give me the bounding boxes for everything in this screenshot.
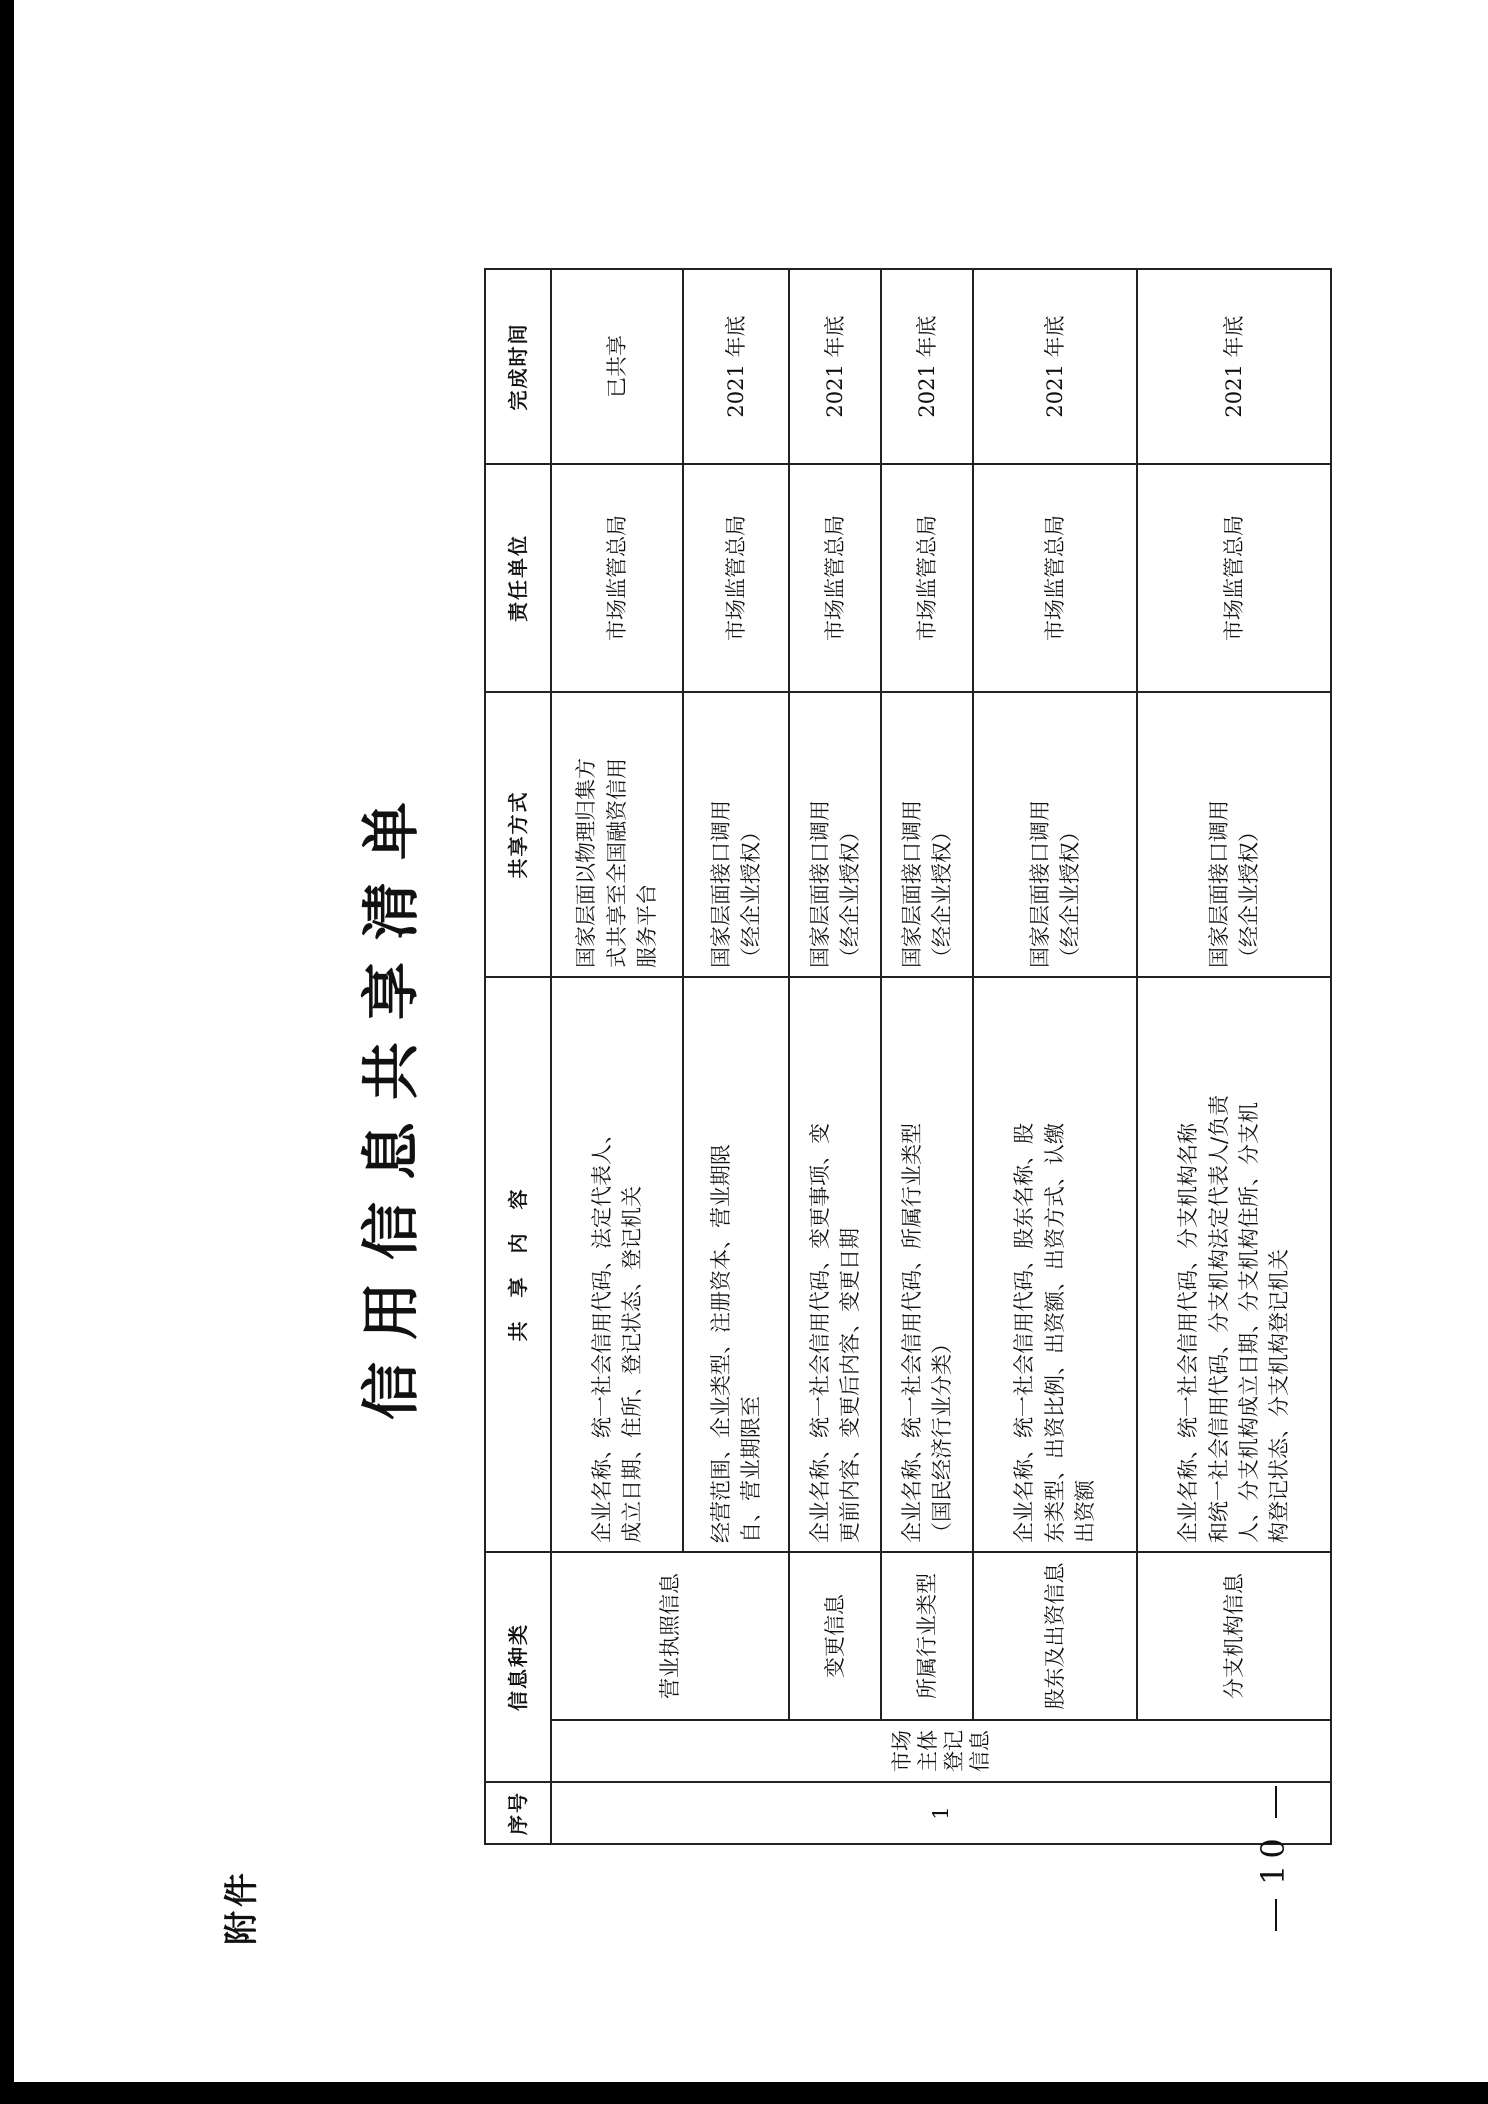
scan-bottom-border <box>0 2082 1488 2104</box>
time-cell: 2021 年底 <box>973 269 1137 464</box>
rotated-page <box>214 255 1334 1945</box>
content-cell: 企业名称、统一社会信用代码、法定代表人、 成立日期、住所、登记状态、登记机关 <box>551 977 683 1552</box>
info-type-cell: 营业执照信息 <box>551 1552 789 1720</box>
sharing-list-table <box>484 268 1332 1845</box>
category-line: 登记 <box>942 1730 966 1772</box>
header-info-type: 信息种类 <box>485 1552 551 1782</box>
content-cell: 企业名称、统一社会信用代码、变更事项、变 更前内容、变更后内容、变更日期 <box>789 977 881 1552</box>
table-row <box>973 269 1137 1844</box>
header-time: 完成时间 <box>485 269 551 464</box>
unit-cell: 市场监管总局 <box>973 464 1137 692</box>
dash-right <box>1275 1786 1277 1818</box>
unit-cell: 市场监管总局 <box>683 464 789 692</box>
method-cell: 国家层面以物理归集方 式共享至全国融资信用 服务平台 <box>551 692 683 977</box>
header-content: 共 享 内 容 <box>485 977 551 1552</box>
category-line: 主体 <box>915 1730 940 1772</box>
page-number: 10 <box>1254 1772 1292 1945</box>
page-title: 信用信息共享清单 <box>357 780 425 1421</box>
dash-left <box>1275 1899 1277 1931</box>
unit-cell: 市场监管总局 <box>551 464 683 692</box>
info-type-cell: 变更信息 <box>789 1552 881 1720</box>
method-cell: 国家层面接口调用 （经企业授权） <box>1137 692 1331 977</box>
method-cell: 国家层面接口调用 （经企业授权） <box>683 692 789 977</box>
info-type-cell: 所属行业类型 <box>881 1552 973 1720</box>
header-unit: 责任单位 <box>485 464 551 692</box>
method-cell: 国家层面接口调用 （经企业授权） <box>881 692 973 977</box>
header-method: 共享方式 <box>485 692 551 977</box>
time-cell: 2021 年底 <box>789 269 881 464</box>
table-header-row <box>485 269 551 1844</box>
info-type-cell: 分支机构信息 <box>1137 1552 1331 1720</box>
time-cell: 2021 年底 <box>683 269 789 464</box>
info-type-cell: 股东及出资信息 <box>973 1552 1137 1720</box>
category-line: 市场 <box>889 1730 914 1772</box>
row-seq: 1 <box>551 1782 1331 1844</box>
header-seq: 序号 <box>485 1782 551 1844</box>
method-cell: 国家层面接口调用 （经企业授权） <box>789 692 881 977</box>
time-cell: 2021 年底 <box>1137 269 1331 464</box>
content-cell: 企业名称、统一社会信用代码、所属行业类型 （国民经济行业分类） <box>881 977 973 1552</box>
unit-cell: 市场监管总局 <box>1137 464 1331 692</box>
table-row <box>881 269 973 1844</box>
content-cell: 企业名称、统一社会信用代码、股东名称、股 东类型、出资比例、出资额、出资方式、认缴 出资额 <box>973 977 1137 1552</box>
unit-cell: 市场监管总局 <box>881 464 973 692</box>
category-cell <box>551 1720 1331 1782</box>
time-cell: 已共享 <box>551 269 683 464</box>
category-line: 信息 <box>968 1730 993 1772</box>
table-row <box>551 269 683 1844</box>
content-cell: 经营范围、企业类型、注册资本、营业期限 自、营业期限至 <box>683 977 789 1552</box>
content-cell: 企业名称、统一社会信用代码、分支机构名称 和统一社会信用代码、分支机构法定代表人/负责 人、分支机构成立日期、分支机构住所、分支机 构登记状态、分支机构登记机关 <box>1137 977 1331 1552</box>
time-cell: 2021 年底 <box>881 269 973 464</box>
table-row <box>789 269 881 1844</box>
table-row <box>1137 269 1331 1844</box>
attachment-label: 附件 <box>222 1869 262 1945</box>
scan-left-border <box>0 0 14 2104</box>
method-cell: 国家层面接口调用 （经企业授权） <box>973 692 1137 977</box>
unit-cell: 市场监管总局 <box>789 464 881 692</box>
